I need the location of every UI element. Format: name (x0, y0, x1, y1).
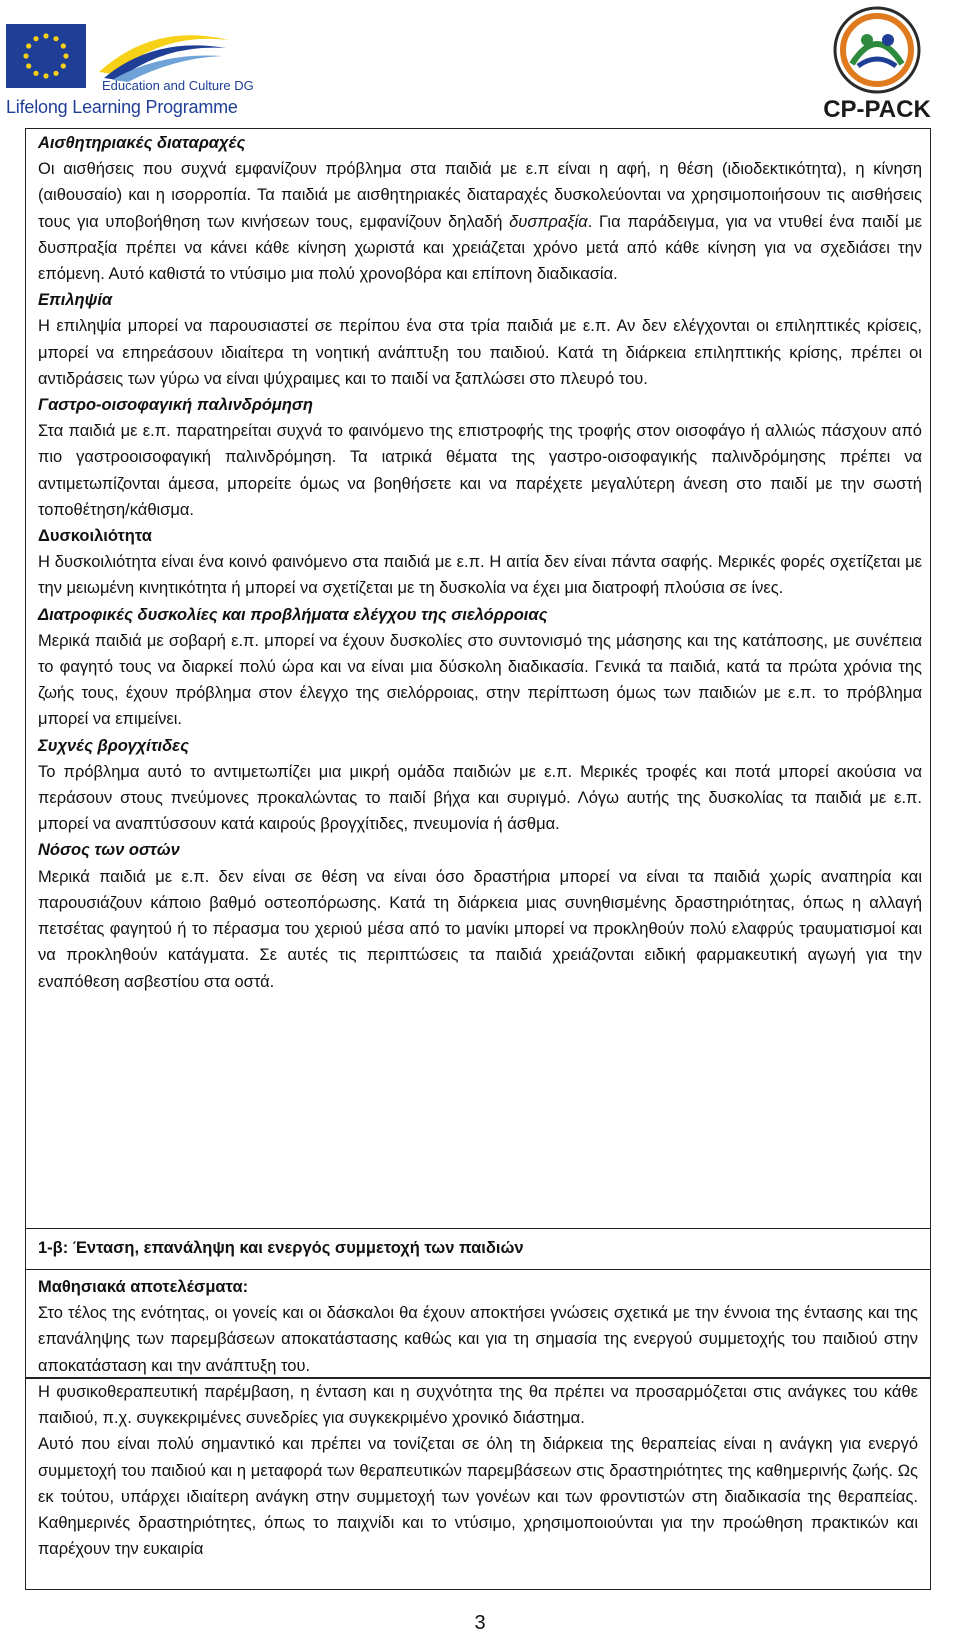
learning-outcomes-box (25, 1270, 931, 1378)
cp-pack-logo-text: CP-PACK (823, 96, 931, 123)
section-title-bronchitis: Συχνές βρογχίτιδες (38, 736, 189, 755)
paragraph-bronchitis: Το πρόβλημα αυτό το αντιμετωπίζει μια μικρή ομάδα παιδιών με ε.π. Μερικές τροφές και ποτά μπορεί ακούσια να περάσουν στους πνεύμονες προκαλώντας το παιδί βήχα και συριγμό. Λόγω αυτής της δυσκολίας τα παιδιά με ε.π. μπορεί να αναπτύσσουν κατά καιρούς βρογχίτιδες, πνευμονία ή άσθμα. (38, 762, 922, 834)
section-1b-title: 1-β: Ένταση, επανάληψη και ενεργός συμμετοχή των παιδιών (38, 1239, 524, 1257)
paragraph-sensory-text: Οι αισθήσεις που συχνά εμφανίζουν πρόβλημα στα παιδιά με ε.π είναι η αφή, η θέση (ιδιοδεκτικότητα), η κίνηση (αιθουσαίο) και η ισορροπία. Τα παιδιά με αισθητηριακές διαταραχές δυσκολεύονται να χρησιμοποιήσουν τις αισθήσεις τους για υποβοήθηση των κινήσεων τους, εμφανίζουν δηλαδή (38, 160, 922, 231)
swoosh-icon (94, 22, 234, 82)
llp-label: Lifelong Learning Programme (6, 97, 238, 117)
eu-dg-label: Education and Culture DG (102, 78, 254, 93)
paragraph-epilepsy: Η επιληψία μπορεί να παρουσιαστεί σε περίπου ένα στα τρία παιδιά με ε.π. Αν δεν ελέγχονται οι επιληπτικές κρίσεις, μπορεί να επηρεάσουν ιδιαίτερα τη νοητική ανάπτυξη του παιδιού. Κατά τη διάρκεια επιληπτικής κρίσης, πρέπει οι αντιδράσεις των γύρω να είναι ψύχραιμες και το παιδί να ξαπλώσει στο πλευρό του. (38, 317, 922, 388)
section-title-bones: Νόσος των οστών (38, 841, 180, 860)
main-content (38, 130, 922, 995)
paragraph-sensory-text-2: . Για παράδειγμα, για να ντυθεί ένα παιδί με δυσπραξία πρέπει να κάνει κάθε κίνηση χωριστά και χρειάζεται χρόνο μετά από κάθε κίνηση για να σχεδιάσει την επόμενη. Αυτό καθιστά το ντύσιμο μια πολύ χρονοβόρα και επίπονη διαδικασία. (38, 212, 922, 284)
section-title-constipation: Δυσκοιλιότητα (38, 527, 152, 546)
cp-pack-emblem-icon (822, 4, 932, 96)
section-title-reflux: Γαστρο-οισοφαγική παλινδρόμηση (38, 396, 313, 415)
paragraph-feeding: Μερικά παιδιά με σοβαρή ε.π. μπορεί να έχουν δυσκολίες στο συντονισμό της μάσησης και της κατάποσης, με συνέπεια το φαγητό τους να διαρκεί πολύ ώρα και να είναι μια δύσκολη διαδικασία. Γενικά τα παιδιά, κατά τα πρώτα χρόνια της ζωής τους, έχουν πρόβλημα στον έλεγχο της σιελόρροιας, στην περίπτωση όμως των παιδιών με ε.π. το πρόβλημα μπορεί να επιμείνει. (38, 631, 922, 729)
paragraph-sensory (38, 156, 922, 287)
term-dyspraxia: δυσπραξία (509, 212, 588, 231)
section-1b-paragraph-1: Η φυσικοθεραπευτική παρέμβαση, η ένταση και η συχνότητα της θα πρέπει να προσαρμόζεται στις ανάγκες του κάθε παιδιού, π.χ. συγκεκριμένες συνεδρίες για συγκεκριμένο χρονικό διάστημα. (38, 1383, 918, 1428)
section-1b-title-box (25, 1228, 931, 1270)
cp-pack-logo (822, 4, 932, 126)
eu-lifelong-learning-logo (6, 22, 254, 122)
section-1b-paragraph-2: Αυτό που είναι πολύ σημαντικό και πρέπει να τονίζεται σε όλη τη διάρκεια της θεραπείας είναι η ανάγκη για ενεργό συμμετοχή του παιδιού και η μεταφορά των θεραπευτικών παρεμβάσεων στις δραστηριότητες της καθημερινής ζωής. Ως εκ τούτου, υπάρχει ιδιαίτερη ανάγκη στην συμμετοχή των γονέων και των φροντιστών στη διαδικασία της θεραπείας. Καθημερινές δραστηριότητες, όπως το παιχνίδι και το ντύσιμο, χρησιμοποιούνται για την προώθηση πρακτικών και παρέχουν την ευκαιρία (38, 1435, 918, 1559)
section-title-feeding: Διατροφικές δυσκολίες και προβλήματα ελέγχου της σιελόρροιας (38, 605, 548, 624)
section-title-epilepsy: Επιληψία (38, 291, 113, 310)
eu-flag-icon (6, 24, 86, 88)
section-title-sensory: Αισθητηριακές διαταραχές (38, 134, 246, 152)
paragraph-bones: Μερικά παιδιά με ε.π. δεν είναι σε θέση να είναι όσο δραστήρια μπορεί να είναι τα παιδιά χωρίς αναπηρία και παρουσιάζουν κάποιο βαθμό οστεοπόρωσης. Κατά τη διάρκεια μιας συνηθισμένης δραστηριότητας, όπως η αλλαγή πετσέτας φαγητού ή το πέρασμα του χεριού μέσα από το μανίκι μπορεί να προκληθούν πολύ ελαφρύς τραυματισμοί και να προκληθούν κατάγματα. Σε αυτές τις περιπτώσεις τα παιδιά χρειάζονται ειδική φαρμακευτική αγωγή για την εναπόθεση ασβεστίου στα οστά. (38, 867, 922, 991)
paragraph-reflux: Στα παιδιά με ε.π. παρατηρείται συχνά το φαινόμενο της επιστροφής της τροφής στον οισοφάγο ή αλλιώς πάσχουν από πιο γαστροοισοφαγική παλινδρόμηση. Τα ιατρικά θέματα της γαστρο-οισοφαγικής παλινδρόμησης πρέπει να αντιμετωπίζονται άμεσα, μπορείτε όμως να βοηθήσετε και να παρέχετε μεγαλύτερη άνεση στο παιδί με την σωστή τοποθέτηση/κάθισμα. (38, 422, 922, 519)
learning-outcomes-title: Μαθησιακά αποτελέσματα: (38, 1278, 249, 1296)
section-1b-body-box (25, 1378, 931, 1590)
paragraph-constipation: Η δυσκοιλιότητα είναι ένα κοινό φαινόμενο στα παιδιά με ε.π. Η αιτία δεν είναι πάντα σαφής. Μερικές φορές σχετίζεται με την μειωμένη κινητικότητα ή μπορεί να σχετίζεται με τη δυσκολία να έχει μια διατροφή πλούσια σε ίνες. (38, 553, 922, 598)
learning-outcomes-text: Στο τέλος της ενότητας, οι γονείς και οι δάσκαλοι θα έχουν αποκτήσει γνώσεις σχετικά με την έννοια της έντασης και της επανάληψης των παρεμβάσεων αποκατάστασης καθώς και για τη σημασία της ενεργού συμμετοχής του παιδιού στην αποκατάσταση και την ανάπτυξη του. (38, 1304, 918, 1375)
page-number: 3 (474, 1612, 486, 1634)
